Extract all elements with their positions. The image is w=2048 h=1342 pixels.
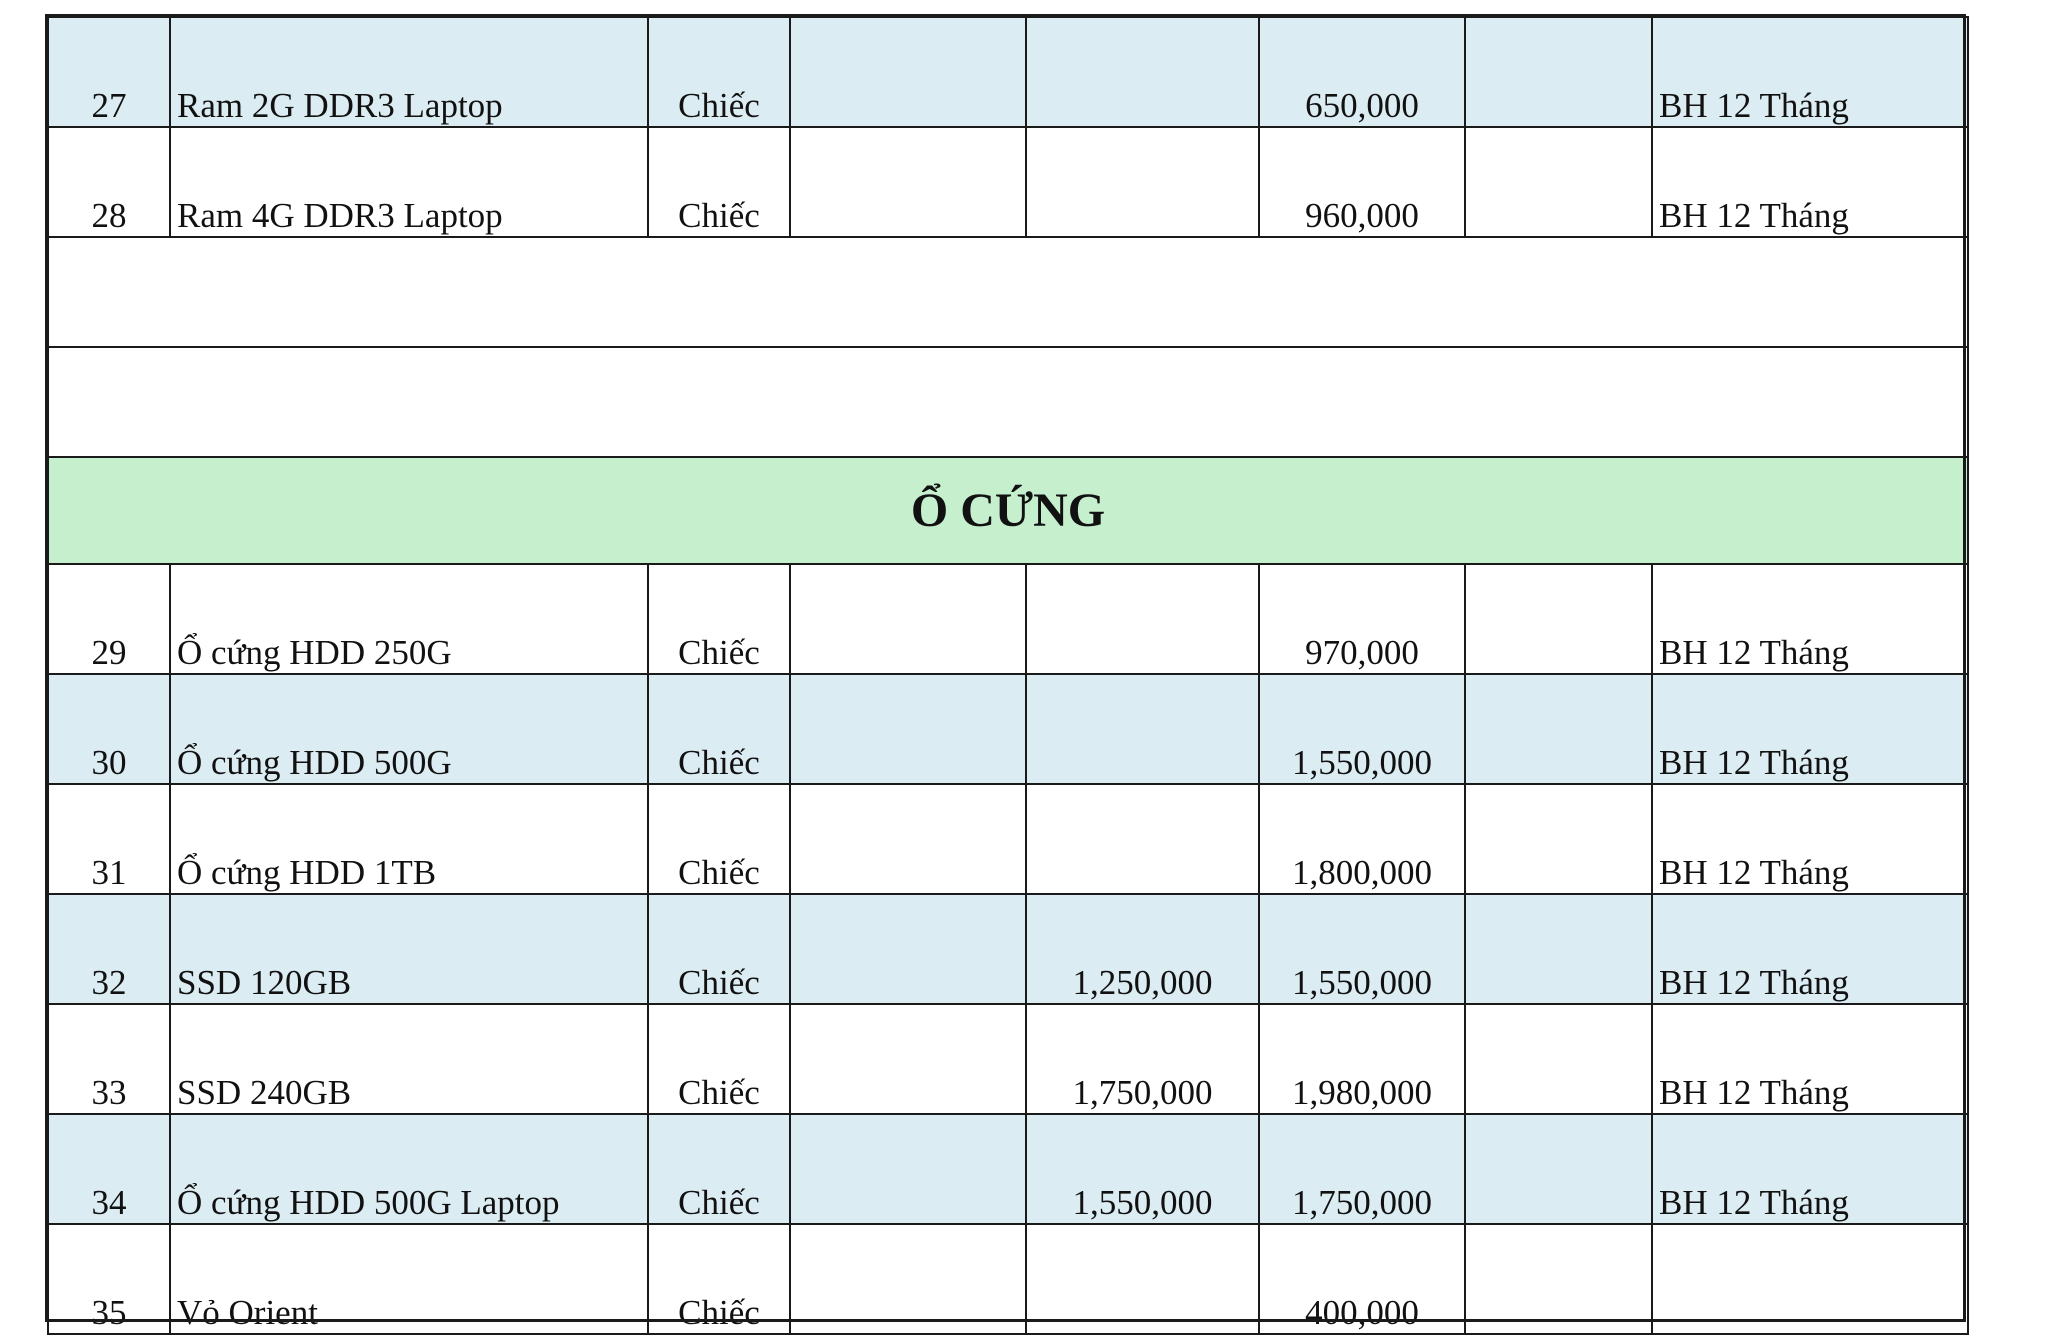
- empty-cell: [790, 1114, 1026, 1224]
- row-number-cell: 27: [48, 17, 170, 127]
- empty-cell: [1465, 564, 1652, 674]
- warranty-cell: BH 12 Tháng: [1652, 784, 1968, 894]
- empty-cell: [1465, 127, 1652, 237]
- empty-cell: [1465, 1004, 1652, 1114]
- price-cell-secondary: [1026, 674, 1259, 784]
- warranty-cell: BH 12 Tháng: [1652, 894, 1968, 1004]
- row-number-cell: 35: [48, 1224, 170, 1334]
- row-number-cell: 32: [48, 894, 170, 1004]
- section-title: Ổ CỨNG: [48, 457, 1968, 564]
- price-cell-secondary: 1,250,000: [1026, 894, 1259, 1004]
- price-cell-secondary: 1,550,000: [1026, 1114, 1259, 1224]
- price-cell: 1,550,000: [1259, 894, 1465, 1004]
- blank-row: [48, 347, 1968, 457]
- table-row: [48, 564, 1968, 674]
- blank-row: [48, 237, 1968, 347]
- price-cell-secondary: [1026, 1224, 1259, 1334]
- empty-cell: [1465, 1114, 1652, 1224]
- unit-cell: Chiếc: [648, 127, 790, 237]
- price-cell: 1,800,000: [1259, 784, 1465, 894]
- price-cell: 1,750,000: [1259, 1114, 1465, 1224]
- row-number-cell: 30: [48, 674, 170, 784]
- price-table: [47, 16, 1969, 1335]
- empty-cell: [1465, 784, 1652, 894]
- product-name-cell: Ổ cứng HDD 500G: [170, 674, 648, 784]
- warranty-cell: BH 12 Tháng: [1652, 1004, 1968, 1114]
- empty-cell: [790, 674, 1026, 784]
- empty-cell: [790, 1224, 1026, 1334]
- empty-cell: [790, 564, 1026, 674]
- unit-cell: Chiếc: [648, 674, 790, 784]
- warranty-cell: BH 12 Tháng: [1652, 674, 1968, 784]
- product-name-cell: Ram 4G DDR3 Laptop: [170, 127, 648, 237]
- warranty-cell: BH 12 Tháng: [1652, 127, 1968, 237]
- empty-cell: [1465, 17, 1652, 127]
- table-row: [48, 17, 1968, 127]
- blank-cell: [48, 347, 1968, 457]
- table-row: [48, 1004, 1968, 1114]
- product-name-cell: Ram 2G DDR3 Laptop: [170, 17, 648, 127]
- empty-cell: [1465, 674, 1652, 784]
- price-cell-secondary: 1,750,000: [1026, 1004, 1259, 1114]
- unit-cell: Chiếc: [648, 564, 790, 674]
- row-number-cell: 31: [48, 784, 170, 894]
- price-cell-secondary: [1026, 127, 1259, 237]
- warranty-cell: BH 12 Tháng: [1652, 17, 1968, 127]
- product-name-cell: Ổ cứng HDD 1TB: [170, 784, 648, 894]
- empty-cell: [1465, 894, 1652, 1004]
- empty-cell: [790, 17, 1026, 127]
- warranty-cell: BH 12 Tháng: [1652, 564, 1968, 674]
- product-name-cell: Ổ cứng HDD 500G Laptop: [170, 1114, 648, 1224]
- table-row: [48, 674, 1968, 784]
- row-number-cell: 33: [48, 1004, 170, 1114]
- product-name-cell: Ổ cứng HDD 250G: [170, 564, 648, 674]
- unit-cell: Chiếc: [648, 1224, 790, 1334]
- row-number-cell: 28: [48, 127, 170, 237]
- price-cell: 970,000: [1259, 564, 1465, 674]
- empty-cell: [790, 894, 1026, 1004]
- unit-cell: Chiếc: [648, 1004, 790, 1114]
- empty-cell: [790, 127, 1026, 237]
- price-cell: 650,000: [1259, 17, 1465, 127]
- warranty-cell: BH 12 Tháng: [1652, 1114, 1968, 1224]
- table-row: [48, 894, 1968, 1004]
- table-row: [48, 127, 1968, 237]
- price-cell-secondary: [1026, 564, 1259, 674]
- product-name-cell: SSD 120GB: [170, 894, 648, 1004]
- section-header-row: [48, 457, 1968, 564]
- price-cell: 400,000: [1259, 1224, 1465, 1334]
- table-row: [48, 1224, 1968, 1334]
- row-number-cell: 34: [48, 1114, 170, 1224]
- empty-cell: [790, 784, 1026, 894]
- table-row: [48, 1114, 1968, 1224]
- product-name-cell: SSD 240GB: [170, 1004, 648, 1114]
- blank-cell: [48, 237, 1968, 347]
- empty-cell: [790, 1004, 1026, 1114]
- unit-cell: Chiếc: [648, 17, 790, 127]
- empty-cell: [1465, 1224, 1652, 1334]
- table-row: [48, 784, 1968, 894]
- price-cell: 1,980,000: [1259, 1004, 1465, 1114]
- unit-cell: Chiếc: [648, 1114, 790, 1224]
- row-number-cell: 29: [48, 564, 170, 674]
- unit-cell: Chiếc: [648, 784, 790, 894]
- price-cell-secondary: [1026, 17, 1259, 127]
- price-cell: 960,000: [1259, 127, 1465, 237]
- price-cell: 1,550,000: [1259, 674, 1465, 784]
- unit-cell: Chiếc: [648, 894, 790, 1004]
- price-cell-secondary: [1026, 784, 1259, 894]
- product-name-cell: Vỏ Orient: [170, 1224, 648, 1334]
- warranty-cell: [1652, 1224, 1968, 1334]
